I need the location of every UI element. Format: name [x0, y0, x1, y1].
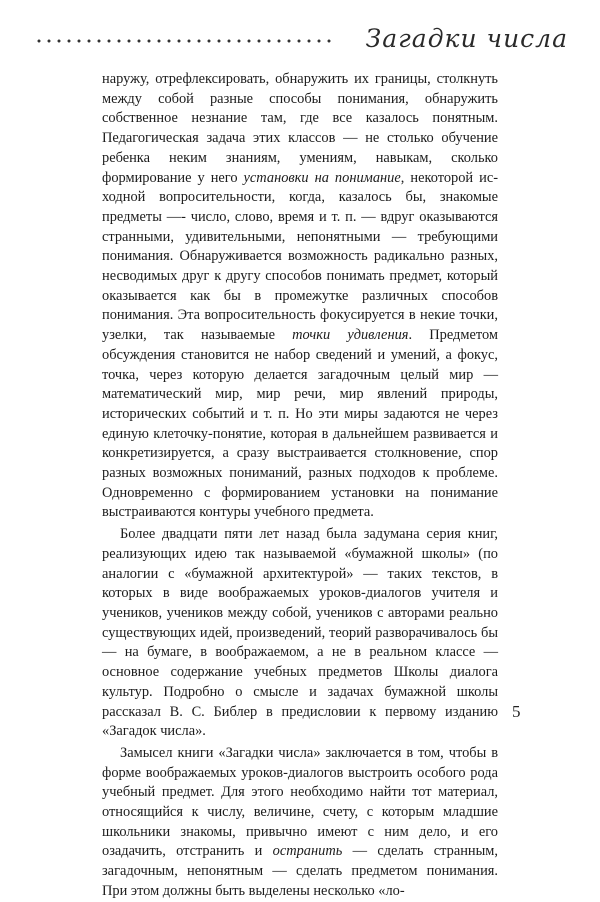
text-run: . Предметом обсуждения становится не набор сведений и умений, а фокус, точка, через которую делается загадочным целый мир — математический мир, мир речи, мир явлений природы, исторических событий и т. п. Но эти миры задаются не через единую клеточку-понятие, которая в дальнейшем развивается и конкретизируется, а сразу выстраивается столкновение, спор разных возможных пониманий, разных подходов к проблеме. Одновременно с формированием установки на понимание выстраиваются контуры учебного предмета. — [102, 327, 499, 521]
text-run: , некоторой исходной вопросительности, когда, казалось бы, знакомые предметы —- число, слово, время и т. п. — вдруг оказываются странными, удивительными, непонятными — требующими понимания. Обнаруживается возможность радикально разных, несводимых друг к другу способов понимать предмет, который оказывается как бы в промежутке различных способов понимания. Эта вопросительность фокусируется в некие точки, узелки, так называемые — [102, 169, 499, 344]
text-run: Замысел книги «Загадки числа» заключается в том, чтобы в форме воображаемых уроков-диалогов выстроить особого рода учебный предмет. Для этого необходимо найти тот материал, относящийся к числу, величине, счету, с которым младшие школьники знакомы, привычно имеют с ним дело, и его озадачить, отстранить и — [102, 744, 498, 860]
running-header-title: Загадки числа — [365, 24, 568, 53]
emphasis-text: остранить — [272, 843, 343, 860]
body-text — [102, 70, 498, 902]
paragraph — [102, 70, 498, 523]
emphasis-text: точки удивления — [292, 327, 409, 344]
text-run: наружу, отрефлексировать, обнаружить их границы, столкнуть между собой разные способы понимания, обнаружить собственное незнание там, где все казалось понятным. Педагогическая задача этих классов — не столько обучение ребенка неким знаниям, умениям, навыкам, сколько формирование у него — [102, 71, 498, 186]
paragraph — [102, 744, 498, 902]
text-run: — сделать странным, загадочным, непонятным — сделать предметом понимания. При этом должны быть выделены несколько «ло- — [102, 843, 498, 899]
emphasis-text: установки на понимание — [243, 169, 401, 186]
page-number: 5 — [512, 702, 521, 721]
text-run: Более двадцати пяти лет назад была задумана серия книг, реализующих идею так называемой «бумажной школы» (по аналогии с «бумажной архитектурой» — таких текстов, в которых в виде воображаемых уроков-диалогов учителя и учеников, учеников между собой, учеников с авторами реально существующих идей, произведений, теорий разворачивалось бы — на бумаге, в воображаемом, а не в реальном классе — основное содержание учебных предметов Школы диалога культур. Подробно о смысле и задачах бумажной школы рассказал В. С. Библер в предисловии к первому изданию «Загадок числа». — [102, 526, 498, 740]
header-dotted-rule — [34, 39, 334, 43]
running-header — [34, 24, 570, 54]
paragraph — [102, 525, 498, 742]
